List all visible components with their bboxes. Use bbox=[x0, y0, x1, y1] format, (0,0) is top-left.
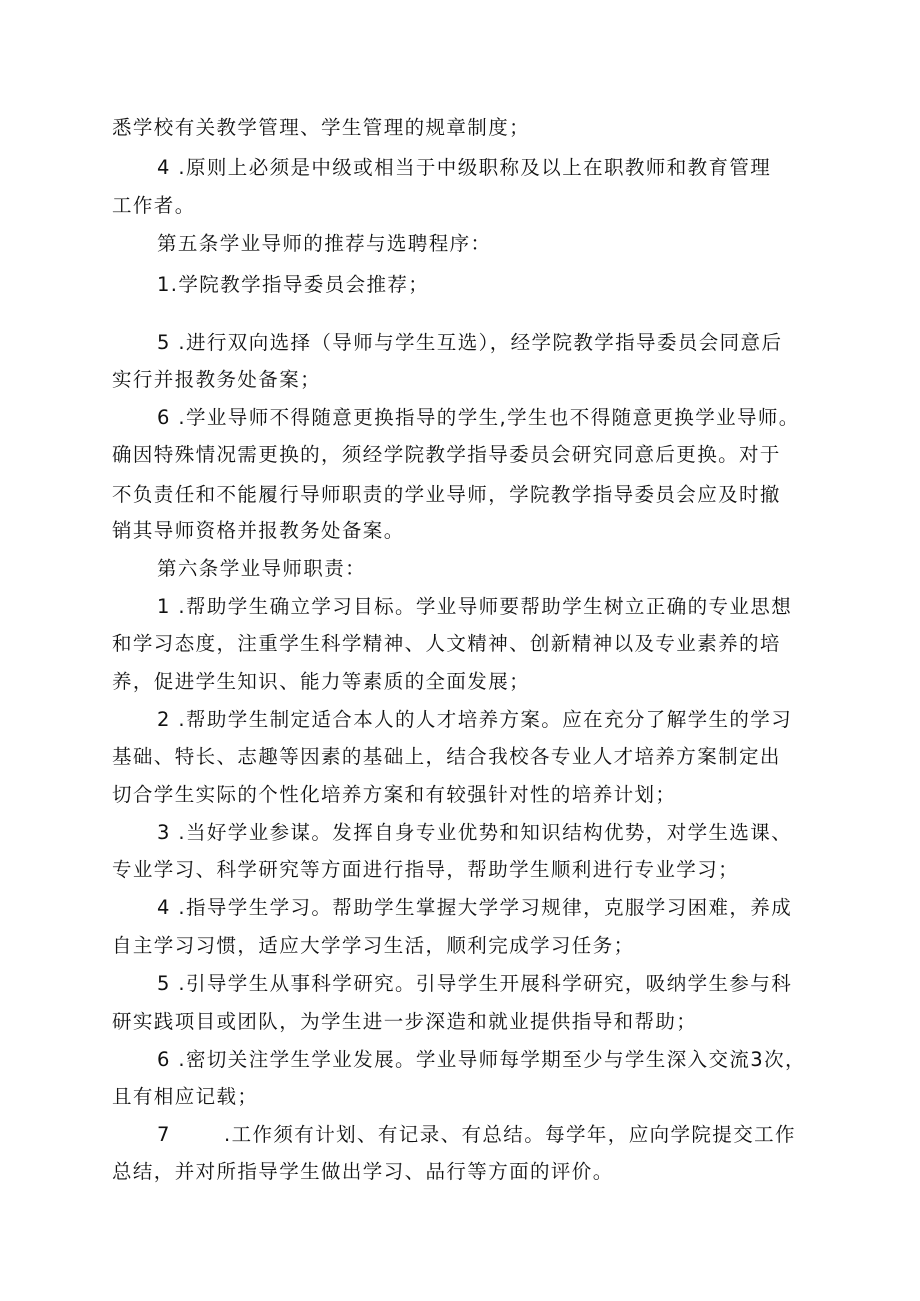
text-line: 基础、特长、志趣等因素的基础上，结合我校各专业人才培养方案制定出 bbox=[112, 745, 781, 768]
text-line: 5 .进行双向选择（导师与学生互选），经学院教学指导委员会同意后 bbox=[157, 331, 783, 354]
text-line: 养，促进学生知识、能力等素质的全面发展； bbox=[112, 670, 531, 693]
text-line: 且有相应记载； bbox=[112, 1085, 259, 1108]
text-line: 研实践项目或团队，为学生进一步深造和就业提供指导和帮助； bbox=[112, 1010, 698, 1033]
text-line: 4 .指导学生学习。帮助学生掌握大学学习规律，克服学习困难，养成 bbox=[157, 896, 793, 919]
section-heading: 第五条学业导师的推荐与选聘程序： bbox=[157, 232, 492, 255]
text-line: 5 .引导学生从事科学研究。引导学生开展科学研究，吸纳学生参与科 bbox=[157, 972, 793, 995]
text-line: 2 .帮助学生制定适合本人的人才培养方案。应在充分了解学生的学习 bbox=[157, 708, 793, 731]
text-line: 悉学校有关教学管理、学生管理的规章制度； bbox=[112, 116, 531, 139]
item-number: 7 bbox=[157, 1123, 171, 1146]
text-line: 实行并报教务处备案； bbox=[112, 368, 322, 391]
text-line: 专业学习、科学研究等方面进行指导，帮助学生顺利进行专业学习； bbox=[112, 858, 740, 881]
text-line: 总结，并对所指导学生做出学习、品行等方面的评价。 bbox=[112, 1160, 614, 1183]
text-line: 3 .当好学业参谋。发挥自身专业优势和知识结构优势，对学生选课、 bbox=[157, 821, 793, 844]
section-heading: 第六条学业导师职责： bbox=[157, 557, 367, 580]
text-line: 6 .密切关注学生学业发展。学业导师每学期至少与学生深入交流3次， bbox=[157, 1048, 806, 1071]
text-line: 确因特殊情况需更换的，须经学院教学指导委员会研究同意后更换。对于 bbox=[112, 443, 781, 466]
text-line: .工作须有计划、有记录、有总结。每学年，应向学院提交工作 bbox=[224, 1123, 796, 1146]
text-line: 1.学院教学指导委员会推荐； bbox=[157, 273, 430, 296]
text-line: 销其导师资格并报教务处备案。 bbox=[112, 519, 405, 542]
text-line: 工作者。 bbox=[112, 194, 196, 217]
text-line: 和学习态度，注重学生科学精神、人文精神、创新精神以及专业素养的培 bbox=[112, 632, 781, 655]
text-line: 自主学习习惯，适应大学学习生活，顺利完成学习任务； bbox=[112, 934, 635, 957]
text-line: 切合学生实际的个性化培养方案和有较强针对性的培养计划； bbox=[112, 783, 677, 806]
text-line: 不负责任和不能履行导师职责的学业导师，学院教学指导委员会应及时撤 bbox=[112, 483, 781, 506]
text-line: 6 .学业导师不得随意更换指导的学生,学生也不得随意更换学业导师。 bbox=[157, 406, 800, 429]
text-line: 1 .帮助学生确立学习目标。学业导师要帮助学生树立正确的专业思想 bbox=[157, 595, 793, 618]
text-line: 4 .原则上必须是中级或相当于中级职称及以上在职教师和教育管理 bbox=[157, 156, 772, 179]
